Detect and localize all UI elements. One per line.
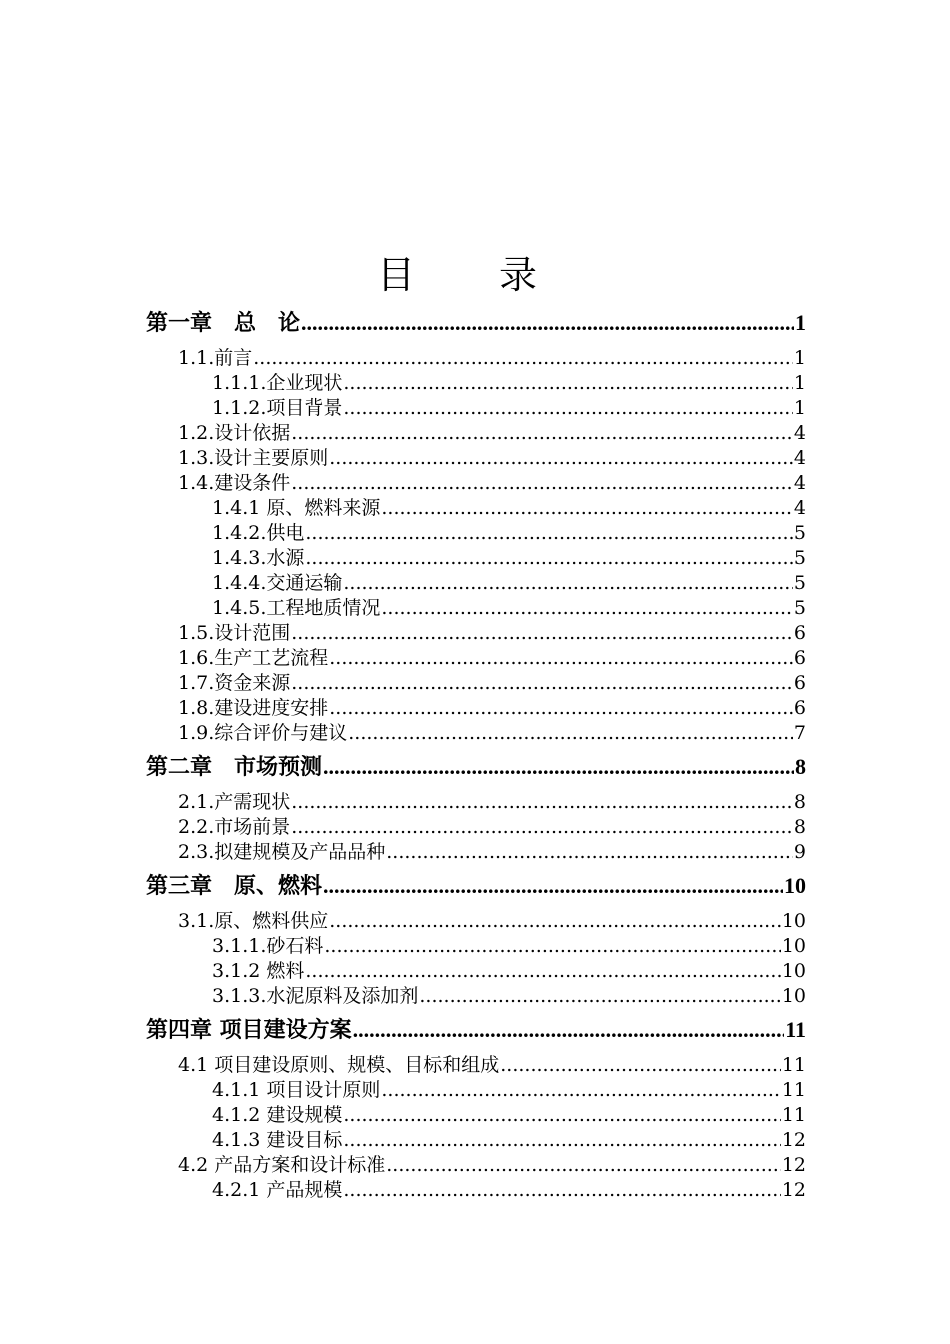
toc-dot-leader	[386, 1153, 781, 1178]
toc-subsection-entry[interactable]	[146, 934, 806, 959]
toc-entry-label: 1.8.建设进度安排	[178, 697, 329, 719]
toc-dot-leader	[291, 815, 793, 840]
toc-entry-label: 4.1.1 项目设计原则	[212, 1079, 381, 1101]
toc-entry-label: 3.1.2 燃料	[212, 960, 305, 982]
toc-entry-label: 1.4.3.水源	[212, 547, 305, 569]
toc-page-number: 10	[781, 960, 806, 982]
toc-page-number: 1	[793, 372, 806, 394]
toc-page-number: 4	[793, 497, 806, 519]
toc-dot-leader	[419, 984, 780, 1009]
toc-section-entry[interactable]	[146, 1153, 806, 1178]
toc-page-number: 1	[795, 310, 806, 335]
toc-dot-leader	[253, 346, 793, 371]
toc-page-number: 6	[793, 672, 806, 694]
toc-dot-leader	[301, 306, 794, 340]
toc-subsection-entry[interactable]	[146, 1128, 806, 1153]
toc-section-entry[interactable]	[146, 696, 806, 721]
toc-dot-leader	[291, 471, 793, 496]
toc-entry-label: 1.5.设计范围	[178, 622, 291, 644]
toc-page-number: 5	[793, 547, 806, 569]
toc-section-entry[interactable]	[146, 346, 806, 371]
toc-dot-leader	[291, 621, 793, 646]
toc-dot-leader	[386, 840, 793, 865]
toc-entry-label: 4.1.3 建设目标	[212, 1129, 343, 1151]
toc-entry-label: 1.3.设计主要原则	[178, 447, 329, 469]
toc-section-entry[interactable]	[146, 909, 806, 934]
toc-subsection-entry[interactable]	[146, 1078, 806, 1103]
toc-dot-leader	[353, 1013, 785, 1047]
toc-dot-leader	[305, 521, 793, 546]
toc-entry-label: 1.6.生产工艺流程	[178, 647, 329, 669]
toc-page-number: 11	[781, 1104, 806, 1126]
toc-dot-leader	[500, 1053, 781, 1078]
toc-dot-leader	[323, 869, 783, 903]
toc-subsection-entry[interactable]	[146, 1103, 806, 1128]
toc-dot-leader	[343, 371, 793, 396]
toc-subsection-entry[interactable]	[146, 959, 806, 984]
toc-subsection-entry[interactable]	[146, 1178, 806, 1203]
toc-entry-label: 1.4.建设条件	[178, 472, 291, 494]
toc-entry-label: 2.1.产需现状	[178, 791, 291, 813]
toc-entry-label: 1.9.综合评价与建议	[178, 722, 348, 744]
toc-page-number: 8	[795, 754, 806, 779]
toc-dot-leader	[305, 546, 793, 571]
toc-page-number: 12	[781, 1154, 806, 1176]
toc-page-number: 1	[793, 347, 806, 369]
toc-page-number: 6	[793, 647, 806, 669]
toc-dot-leader	[343, 1128, 780, 1153]
toc-entry-label: 第二章 市场预测	[146, 755, 323, 780]
toc-dot-leader	[291, 790, 793, 815]
toc-section-entry[interactable]	[146, 671, 806, 696]
toc-entry-label: 1.4.4.交通运输	[212, 572, 343, 594]
toc-entry-label: 1.4.5.工程地质情况	[212, 597, 381, 619]
toc-entry-label: 1.4.1 原、燃料来源	[212, 497, 381, 519]
toc-page-number: 1	[793, 397, 806, 419]
toc-page-number: 8	[793, 816, 806, 838]
toc-page-number: 10	[781, 985, 806, 1007]
toc-dot-leader	[348, 721, 793, 746]
toc-chapter-entry[interactable]	[146, 1013, 806, 1053]
toc-page-number: 6	[793, 622, 806, 644]
toc-chapter-entry[interactable]	[146, 869, 806, 909]
toc-entry-label: 4.2.1 产品规模	[212, 1179, 343, 1201]
toc-dot-leader	[343, 571, 793, 596]
toc-entry-label: 3.1.3.水泥原料及添加剂	[212, 985, 419, 1007]
toc-page-number: 4	[793, 472, 806, 494]
toc-page-number: 10	[781, 910, 806, 932]
toc-section-entry[interactable]	[146, 446, 806, 471]
toc-dot-leader	[343, 396, 793, 421]
toc-entry-label: 1.4.2.供电	[212, 522, 305, 544]
toc-entry-label: 1.7.资金来源	[178, 672, 291, 694]
toc-entry-label: 2.3.拟建规模及产品品种	[178, 841, 386, 863]
toc-page-number: 11	[781, 1054, 806, 1076]
toc-entry-label: 3.1.原、燃料供应	[178, 910, 329, 932]
toc-section-entry[interactable]	[146, 646, 806, 671]
toc-section-entry[interactable]	[146, 1053, 806, 1078]
toc-page-number: 8	[793, 791, 806, 813]
toc-dot-leader	[381, 496, 793, 521]
toc-dot-leader	[329, 446, 793, 471]
table-of-contents	[146, 306, 806, 1203]
toc-page-number: 11	[785, 1017, 806, 1042]
toc-page-number: 12	[781, 1179, 806, 1201]
toc-dot-leader	[305, 959, 780, 984]
toc-page-number: 5	[793, 522, 806, 544]
toc-entry-label: 第四章 项目建设方案	[146, 1018, 352, 1043]
toc-section-entry[interactable]	[146, 721, 806, 746]
toc-page-number: 10	[784, 873, 806, 898]
toc-section-entry[interactable]	[146, 840, 806, 865]
toc-section-entry[interactable]	[146, 621, 806, 646]
toc-entry-label: 1.1.2.项目背景	[212, 397, 343, 419]
toc-dot-leader	[329, 696, 793, 721]
toc-page-number: 11	[781, 1079, 806, 1101]
toc-entry-label: 1.1.前言	[178, 347, 253, 369]
toc-section-entry[interactable]	[146, 815, 806, 840]
toc-entry-label: 2.2.市场前景	[178, 816, 291, 838]
toc-entry-label: 4.1 项目建设原则、规模、目标和组成	[178, 1054, 500, 1076]
toc-entry-label: 1.2.设计依据	[178, 422, 291, 444]
toc-entry-label: 4.2 产品方案和设计标准	[178, 1154, 386, 1176]
toc-dot-leader	[323, 750, 794, 784]
toc-entry-label: 1.1.1.企业现状	[212, 372, 343, 394]
toc-page-number: 7	[793, 722, 806, 744]
toc-subsection-entry[interactable]	[146, 496, 806, 521]
toc-page-number: 10	[781, 935, 806, 957]
toc-subsection-entry[interactable]	[146, 521, 806, 546]
toc-entry-label: 第三章 原、燃料	[146, 874, 323, 899]
toc-entry-label: 3.1.1.砂石料	[212, 935, 324, 957]
toc-subsection-entry[interactable]	[146, 396, 806, 421]
toc-page-number: 4	[793, 422, 806, 444]
toc-page-number: 6	[793, 697, 806, 719]
toc-subsection-entry[interactable]	[146, 984, 806, 1009]
toc-subsection-entry[interactable]	[146, 596, 806, 621]
toc-entry-label: 第一章 总 论	[146, 311, 301, 336]
toc-subsection-entry[interactable]	[146, 546, 806, 571]
toc-subsection-entry[interactable]	[146, 371, 806, 396]
page-title: 目 录	[376, 253, 574, 297]
toc-page-number: 9	[793, 841, 806, 863]
toc-page-number: 12	[781, 1129, 806, 1151]
toc-section-entry[interactable]	[146, 790, 806, 815]
toc-dot-leader	[329, 909, 781, 934]
toc-subsection-entry[interactable]	[146, 571, 806, 596]
toc-chapter-entry[interactable]	[146, 750, 806, 790]
toc-dot-leader	[324, 934, 780, 959]
toc-dot-leader	[343, 1103, 780, 1128]
toc-page-number: 4	[793, 447, 806, 469]
toc-page-number: 5	[793, 572, 806, 594]
toc-section-entry[interactable]	[146, 421, 806, 446]
toc-chapter-entry[interactable]	[146, 306, 806, 346]
toc-section-entry[interactable]	[146, 471, 806, 496]
toc-dot-leader	[291, 671, 793, 696]
toc-dot-leader	[343, 1178, 780, 1203]
toc-dot-leader	[291, 421, 793, 446]
toc-entry-label: 4.1.2 建设规模	[212, 1104, 343, 1126]
toc-page-number: 5	[793, 597, 806, 619]
toc-dot-leader	[381, 596, 793, 621]
toc-dot-leader	[381, 1078, 780, 1103]
toc-dot-leader	[329, 646, 793, 671]
